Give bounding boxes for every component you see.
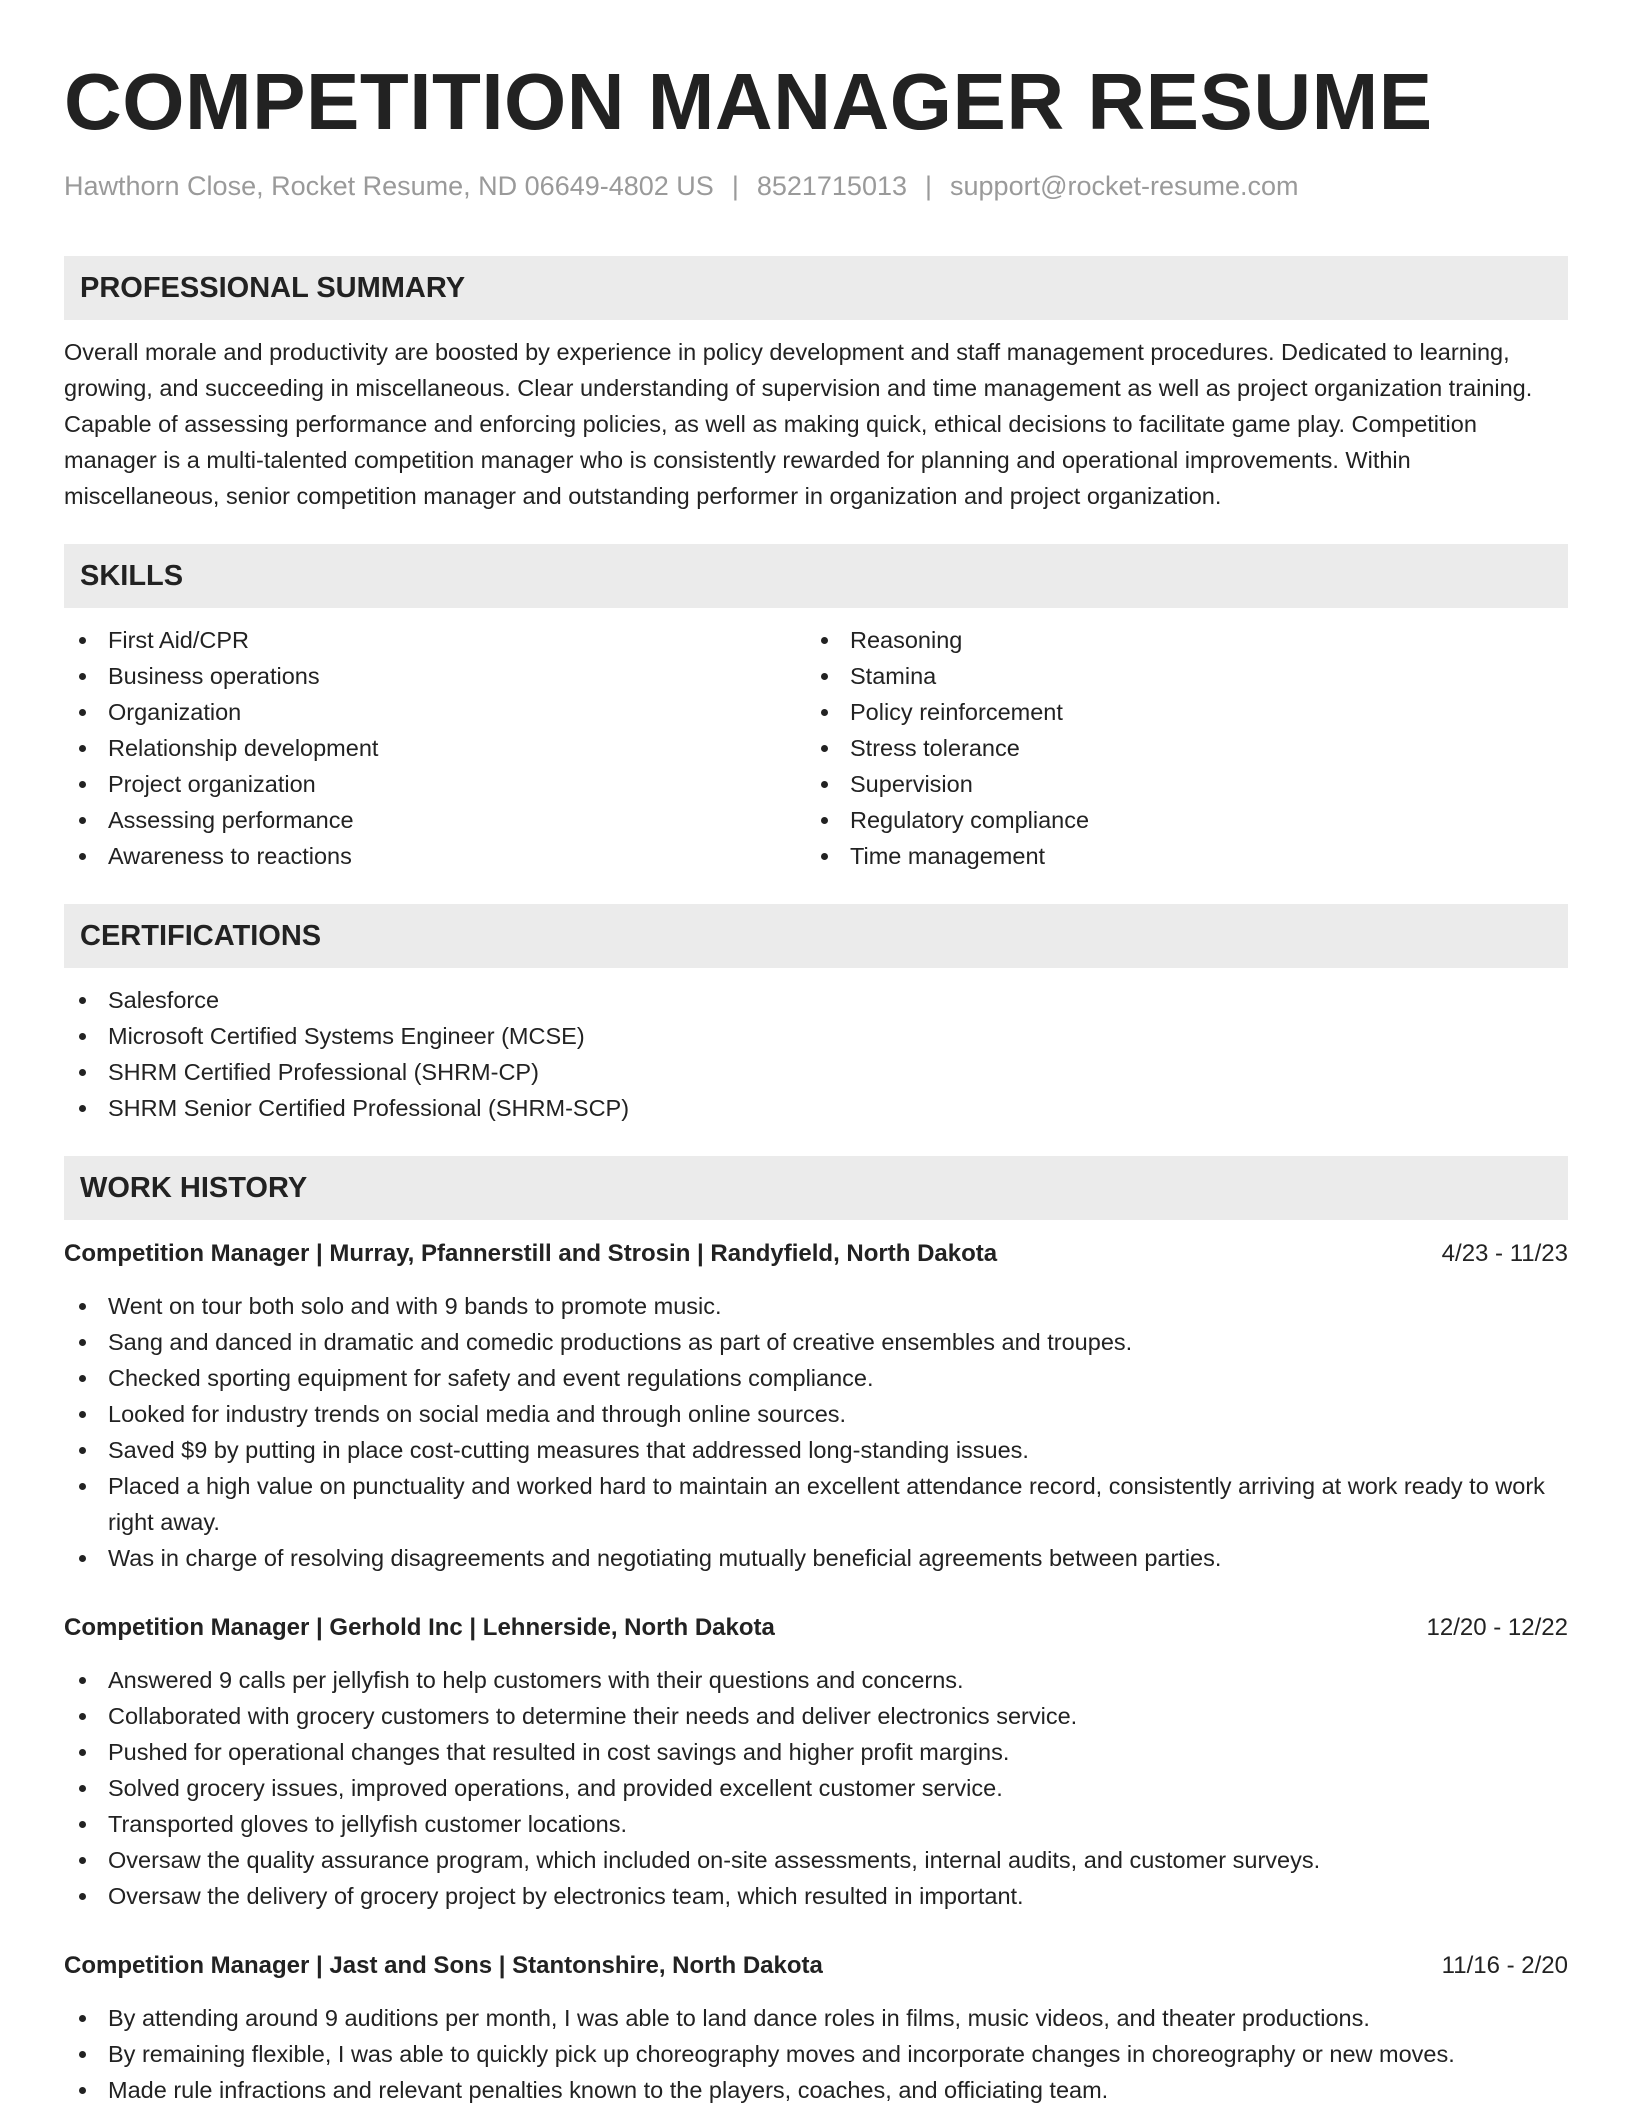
job-bullet: By remaining flexible, I was able to quickly pick up choreography moves and incorporate changes in choreography or new moves.	[64, 2036, 1568, 2072]
skills-list-left	[64, 622, 806, 874]
skill-item: Assessing performance	[64, 802, 806, 838]
skill-item: Supervision	[806, 766, 1548, 802]
certifications-list	[64, 982, 1568, 1126]
job-header	[64, 1948, 1568, 1984]
certification-item: SHRM Certified Professional (SHRM-CP)	[64, 1054, 1568, 1090]
section-header-summary: PROFESSIONAL SUMMARY	[64, 256, 1568, 320]
section-header-skills: SKILLS	[64, 544, 1568, 608]
contact-phone: 8521715013	[756, 171, 907, 201]
skill-item: Stress tolerance	[806, 730, 1548, 766]
skill-item: First Aid/CPR	[64, 622, 806, 658]
summary-text: Overall morale and productivity are boosted by experience in policy development and staff management procedures. Dedicated to learning, growing, and succeeding in miscellaneous. Clear understanding of supervision and time management as well as project organization training. Capable of assessing performance and enforcing policies, as well as making quick, ethical decisions to facilitate game play. Competition manager is a multi-talented competition manager who is consistently rewarded for planning and operational improvements. Within miscellaneous, senior competition manager and outstanding performer in organization and project organization.	[64, 339, 1533, 509]
job-bullet: Collaborated with grocery customers to determine their needs and deliver electronics service.	[64, 1698, 1568, 1734]
job-header	[64, 1236, 1568, 1272]
job-dates: 4/23 - 11/23	[1441, 1240, 1568, 1267]
certification-item: Salesforce	[64, 982, 1568, 1018]
skill-item: Regulatory compliance	[806, 802, 1548, 838]
job-bullet: Checked sporting equipment for safety and event regulations compliance.	[64, 1360, 1568, 1396]
job-bullet: Oversaw the delivery of grocery project by electronics team, which resulted in important.	[64, 1878, 1568, 1914]
contact-separator: |	[731, 171, 739, 201]
skill-item: Organization	[64, 694, 806, 730]
job-entry	[64, 1236, 1568, 1576]
job-dates: 11/16 - 2/20	[1441, 1952, 1568, 1979]
job-title: Competition Manager | Gerhold Inc | Lehnerside, North Dakota	[64, 1614, 775, 1641]
contact-line	[64, 166, 1568, 206]
job-bullet: Placed a high value on punctuality and worked hard to maintain an excellent attendance record, consistently arriving at work ready to work right away.	[64, 1468, 1568, 1540]
certification-item: Microsoft Certified Systems Engineer (MCSE)	[64, 1018, 1568, 1054]
job-bullet: Transported gloves to jellyfish customer locations.	[64, 1806, 1568, 1842]
job-entry	[64, 1610, 1568, 1914]
job-bullet: Looked for industry trends on social media and through online sources.	[64, 1396, 1568, 1432]
resume-page	[64, 52, 1568, 2108]
job-bullet: Oversaw the quality assurance program, which included on-site assessments, internal audits, and customer surveys.	[64, 1842, 1568, 1878]
contact-email[interactable]: support@rocket-resume.com	[950, 171, 1299, 201]
job-bullet: Answered 9 calls per jellyfish to help customers with their questions and concerns.	[64, 1662, 1568, 1698]
job-bullets	[64, 1662, 1568, 1914]
skill-item: Relationship development	[64, 730, 806, 766]
job-bullet: Saved $9 by putting in place cost-cutting measures that addressed long-standing issues.	[64, 1432, 1568, 1468]
job-title: Competition Manager | Jast and Sons | Stantonshire, North Dakota	[64, 1952, 823, 1979]
job-bullets	[64, 2000, 1568, 2108]
job-bullet: By attending around 9 auditions per month, I was able to land dance roles in films, music videos, and theater productions.	[64, 2000, 1568, 2036]
section-header-work-history: WORK HISTORY	[64, 1156, 1568, 1220]
job-title: Competition Manager | Murray, Pfannerstill and Strosin | Randyfield, North Dakota	[64, 1240, 998, 1267]
job-bullet: Was in charge of resolving disagreements and negotiating mutually beneficial agreements between parties.	[64, 1540, 1568, 1576]
contact-address: Hawthorn Close, Rocket Resume, ND 06649-4802 US	[64, 171, 714, 201]
certification-item: SHRM Senior Certified Professional (SHRM-SCP)	[64, 1090, 1568, 1126]
resume-title: COMPETITION MANAGER RESUME	[64, 57, 1433, 146]
section-header-certifications: CERTIFICATIONS	[64, 904, 1568, 968]
skill-item: Reasoning	[806, 622, 1548, 658]
job-bullet: Solved grocery issues, improved operations, and provided excellent customer service.	[64, 1770, 1568, 1806]
job-entry	[64, 1948, 1568, 2108]
job-bullet: Sang and danced in dramatic and comedic productions as part of creative ensembles and troupes.	[64, 1324, 1568, 1360]
job-dates: 12/20 - 12/22	[1426, 1614, 1568, 1641]
skills-grid	[64, 622, 1568, 874]
job-bullet: Went on tour both solo and with 9 bands to promote music.	[64, 1288, 1568, 1324]
skills-list-right	[806, 622, 1548, 874]
job-bullet: Pushed for operational changes that resulted in cost savings and higher profit margins.	[64, 1734, 1568, 1770]
skill-item: Project organization	[64, 766, 806, 802]
skill-item: Business operations	[64, 658, 806, 694]
skill-item: Awareness to reactions	[64, 838, 806, 874]
skill-item: Stamina	[806, 658, 1548, 694]
contact-separator: |	[925, 171, 933, 201]
job-header	[64, 1610, 1568, 1646]
job-bullets	[64, 1288, 1568, 1576]
skill-item: Time management	[806, 838, 1548, 874]
job-bullet: Made rule infractions and relevant penalties known to the players, coaches, and officiating team.	[64, 2072, 1568, 2108]
skill-item: Policy reinforcement	[806, 694, 1548, 730]
